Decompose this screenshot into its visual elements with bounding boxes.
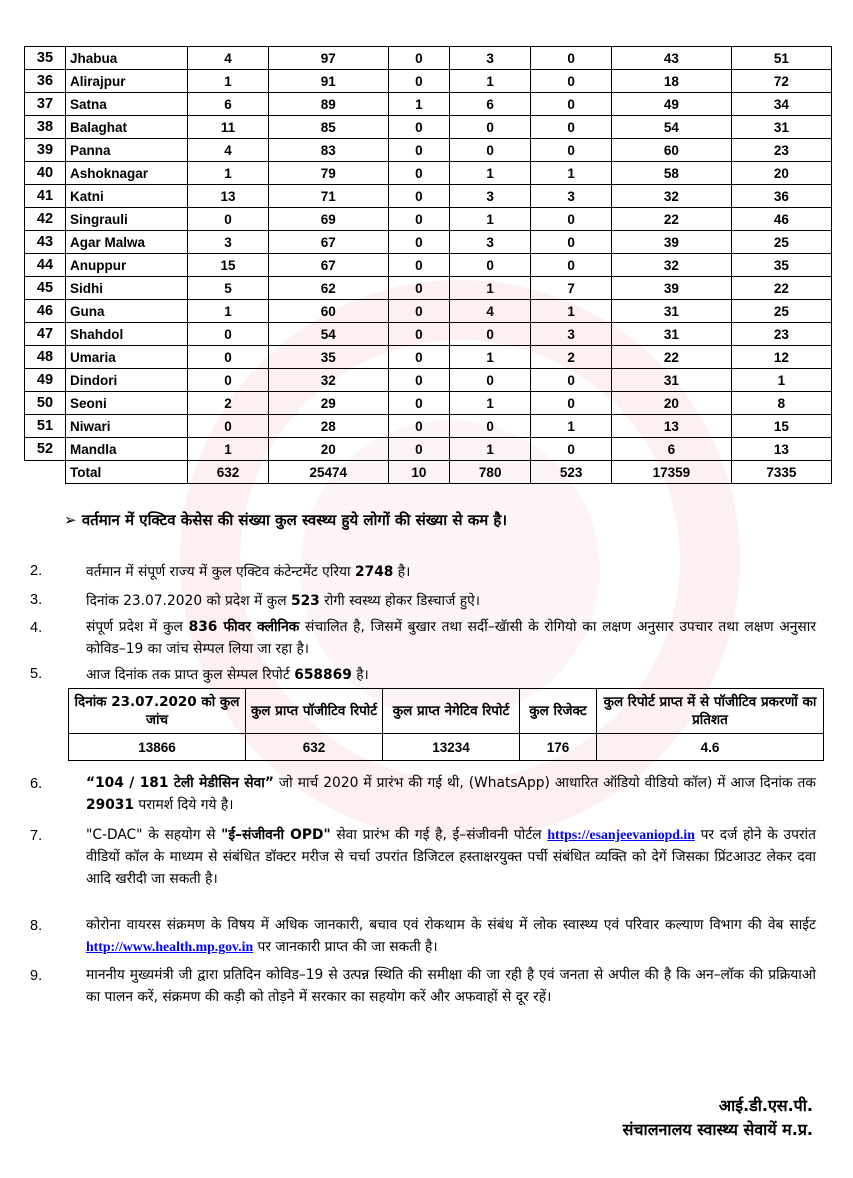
value-cell: 5 bbox=[188, 277, 269, 300]
value-cell: 0 bbox=[450, 323, 531, 346]
table-row bbox=[25, 346, 832, 369]
value-cell: 0 bbox=[531, 116, 612, 139]
district-name-cell: Dindori bbox=[66, 369, 188, 392]
value-cell: 3 bbox=[531, 323, 612, 346]
serial-cell: 49 bbox=[25, 369, 66, 392]
value-cell: 32 bbox=[268, 369, 388, 392]
value-cell: 0 bbox=[388, 231, 450, 254]
value-cell: 0 bbox=[450, 415, 531, 438]
value-cell: 20 bbox=[268, 438, 388, 461]
district-name-cell: Niwari bbox=[66, 415, 188, 438]
value-cell: 62 bbox=[268, 277, 388, 300]
summary-header: कुल प्राप्त नेगेटिव रिपोर्ट bbox=[383, 689, 520, 734]
value-cell: 35 bbox=[731, 254, 831, 277]
value-cell: 23 bbox=[731, 139, 831, 162]
value-cell: 0 bbox=[531, 208, 612, 231]
item-3-text: दिनांक 23.07.2020 को प्रदेश में कुल 523 रोगी स्वस्थ्य होकर डिस्चार्ज हुऐ। bbox=[86, 593, 480, 609]
value-cell: 3 bbox=[188, 231, 269, 254]
serial-cell: 38 bbox=[25, 116, 66, 139]
value-cell: 31 bbox=[612, 369, 732, 392]
table-row bbox=[25, 93, 832, 116]
value-cell: 523 bbox=[531, 461, 612, 484]
value-cell: 7335 bbox=[731, 461, 831, 484]
table-row bbox=[25, 369, 832, 392]
value-cell: 1 bbox=[450, 277, 531, 300]
district-name-cell: Mandla bbox=[66, 438, 188, 461]
value-cell: 60 bbox=[612, 139, 732, 162]
value-cell: 0 bbox=[188, 323, 269, 346]
serial-cell: 41 bbox=[25, 185, 66, 208]
value-cell: 32 bbox=[612, 185, 732, 208]
item-9-text: माननीय मुख्यमंत्री जी द्वारा प्रतिदिन कोविड–19 से उत्पन्न स्थिति की समीक्षा की जा रही है एवं जनता से अपील की है कि अन–लॉक की प्रक्रियाओ का पालन करें, संक्रमण की कड़ी को तोड़ने में सरकार का सहयोग करें और अफवाहों से दूर रहें। bbox=[86, 967, 816, 1005]
item-number: 9. bbox=[30, 968, 43, 984]
value-cell: 0 bbox=[531, 70, 612, 93]
value-cell: 58 bbox=[612, 162, 732, 185]
value-cell: 39 bbox=[612, 277, 732, 300]
value-cell: 0 bbox=[388, 369, 450, 392]
value-cell: 31 bbox=[612, 300, 732, 323]
value-cell: 31 bbox=[731, 116, 831, 139]
serial-cell: 46 bbox=[25, 300, 66, 323]
value-cell: 54 bbox=[268, 323, 388, 346]
signature-directorate: संचालनालय स्वास्थ्य सेवायें म.प्र. bbox=[622, 1120, 813, 1139]
value-cell: 0 bbox=[188, 369, 269, 392]
value-cell: 1 bbox=[531, 415, 612, 438]
summary-value: 176 bbox=[520, 734, 597, 761]
value-cell: 0 bbox=[388, 254, 450, 277]
table-row bbox=[25, 116, 832, 139]
value-cell: 11 bbox=[188, 116, 269, 139]
table-row bbox=[25, 70, 832, 93]
value-cell: 8 bbox=[731, 392, 831, 415]
summary-value: 632 bbox=[246, 734, 383, 761]
district-name-cell: Agar Malwa bbox=[66, 231, 188, 254]
value-cell: 632 bbox=[188, 461, 269, 484]
health-mp-link[interactable]: http://www.health.mp.gov.in bbox=[86, 939, 254, 954]
value-cell: 22 bbox=[612, 346, 732, 369]
value-cell: 69 bbox=[268, 208, 388, 231]
value-cell: 0 bbox=[388, 47, 450, 70]
value-cell: 25474 bbox=[268, 461, 388, 484]
serial-cell: 48 bbox=[25, 346, 66, 369]
serial-cell: 52 bbox=[25, 438, 66, 461]
value-cell: 1 bbox=[188, 300, 269, 323]
value-cell: 20 bbox=[612, 392, 732, 415]
district-name-cell: Katni bbox=[66, 185, 188, 208]
value-cell: 83 bbox=[268, 139, 388, 162]
value-cell: 4 bbox=[450, 300, 531, 323]
value-cell: 0 bbox=[388, 277, 450, 300]
value-cell: 0 bbox=[388, 139, 450, 162]
table-row bbox=[25, 300, 832, 323]
district-name-cell: Balaghat bbox=[66, 116, 188, 139]
value-cell: 0 bbox=[531, 231, 612, 254]
value-cell: 0 bbox=[531, 369, 612, 392]
item-number: 5. bbox=[30, 666, 43, 682]
district-name-cell: Shahdol bbox=[66, 323, 188, 346]
district-name-cell: Satna bbox=[66, 93, 188, 116]
value-cell: 2 bbox=[531, 346, 612, 369]
summary-header: कुल रिजेक्ट bbox=[520, 689, 597, 734]
value-cell: 67 bbox=[268, 254, 388, 277]
table-row bbox=[25, 438, 832, 461]
value-cell: 0 bbox=[450, 116, 531, 139]
value-cell: 36 bbox=[731, 185, 831, 208]
value-cell: 13 bbox=[612, 415, 732, 438]
value-cell: 1 bbox=[450, 438, 531, 461]
value-cell: 0 bbox=[531, 438, 612, 461]
item-4-text: संपूर्ण प्रदेश में कुल 836 फीवर क्लीनिक संचालित है, जिसमें बुखार तथा सर्दी–खॅासी के रोगियो का लक्षण अनुसार उपचार तथा लक्षण अनुसार कोविड–19 का जांच सेम्पल लिया जा रहा है। bbox=[86, 619, 816, 657]
value-cell: 0 bbox=[531, 139, 612, 162]
value-cell: 0 bbox=[388, 208, 450, 231]
value-cell: 22 bbox=[612, 208, 732, 231]
serial-cell: 39 bbox=[25, 139, 66, 162]
value-cell: 23 bbox=[731, 323, 831, 346]
value-cell: 1 bbox=[450, 208, 531, 231]
value-cell: 0 bbox=[388, 323, 450, 346]
value-cell: 3 bbox=[450, 231, 531, 254]
value-cell: 72 bbox=[731, 70, 831, 93]
value-cell: 0 bbox=[388, 346, 450, 369]
item-number: 8. bbox=[30, 918, 43, 934]
value-cell: 1 bbox=[450, 162, 531, 185]
district-name-cell: Ashoknagar bbox=[66, 162, 188, 185]
value-cell: 85 bbox=[268, 116, 388, 139]
value-cell: 1 bbox=[731, 369, 831, 392]
table-row bbox=[25, 208, 832, 231]
value-cell: 1 bbox=[188, 438, 269, 461]
serial-cell: 42 bbox=[25, 208, 66, 231]
value-cell: 0 bbox=[388, 185, 450, 208]
value-cell: 43 bbox=[612, 47, 732, 70]
value-cell: 0 bbox=[531, 93, 612, 116]
item-number: 4. bbox=[30, 620, 43, 636]
value-cell: 6 bbox=[612, 438, 732, 461]
summary-value: 4.6 bbox=[597, 734, 824, 761]
value-cell: 0 bbox=[188, 208, 269, 231]
serial-cell: 35 bbox=[25, 47, 66, 70]
value-cell: 13 bbox=[731, 438, 831, 461]
serial-cell: 50 bbox=[25, 392, 66, 415]
table-row bbox=[25, 254, 832, 277]
bullet-note-text: वर्तमान में एक्टिव केसेस की संख्या कुल स्वस्थ्य हुये लोगों की संख्या से कम है। bbox=[81, 511, 508, 529]
serial-cell: 51 bbox=[25, 415, 66, 438]
district-name-cell: Seoni bbox=[66, 392, 188, 415]
value-cell: 0 bbox=[188, 415, 269, 438]
value-cell: 1 bbox=[188, 70, 269, 93]
value-cell: 20 bbox=[731, 162, 831, 185]
table-row bbox=[25, 162, 832, 185]
serial-cell: 40 bbox=[25, 162, 66, 185]
value-cell: 1 bbox=[188, 162, 269, 185]
value-cell: 0 bbox=[388, 162, 450, 185]
value-cell: 6 bbox=[450, 93, 531, 116]
value-cell: 1 bbox=[531, 162, 612, 185]
value-cell: 71 bbox=[268, 185, 388, 208]
district-name-cell: Jhabua bbox=[66, 47, 188, 70]
value-cell: 3 bbox=[450, 47, 531, 70]
serial-cell: 37 bbox=[25, 93, 66, 116]
serial-cell: 43 bbox=[25, 231, 66, 254]
value-cell: 25 bbox=[731, 231, 831, 254]
table-row bbox=[25, 139, 832, 162]
value-cell: 0 bbox=[450, 139, 531, 162]
district-name-cell: Guna bbox=[66, 300, 188, 323]
table-row bbox=[25, 323, 832, 346]
value-cell: 1 bbox=[450, 70, 531, 93]
value-cell: 4 bbox=[188, 139, 269, 162]
value-cell: 89 bbox=[268, 93, 388, 116]
value-cell: 13 bbox=[188, 185, 269, 208]
value-cell: 0 bbox=[450, 254, 531, 277]
table-row bbox=[25, 185, 832, 208]
value-cell: 0 bbox=[388, 70, 450, 93]
value-cell: 67 bbox=[268, 231, 388, 254]
value-cell: 10 bbox=[388, 461, 450, 484]
table-row bbox=[25, 47, 832, 70]
serial-cell: 45 bbox=[25, 277, 66, 300]
item-8-text: कोरोना वायरस संक्रमण के विषय में अधिक जानकारी, बचाव एवं रोकथाम के संबंध में लोक स्वास्थ्य एवं परिवार कल्याण विभाग की वेब साईट http://www.health.mp.gov.in पर जानकारी प्राप्त की जा सकती है। bbox=[86, 917, 816, 955]
value-cell: 4 bbox=[188, 47, 269, 70]
summary-value: 13866 bbox=[69, 734, 246, 761]
value-cell: 79 bbox=[268, 162, 388, 185]
value-cell: 3 bbox=[450, 185, 531, 208]
value-cell: 17359 bbox=[612, 461, 732, 484]
district-name-cell: Anuppur bbox=[66, 254, 188, 277]
value-cell: 25 bbox=[731, 300, 831, 323]
summary-header: कुल रिपोर्ट प्राप्त में से पॉजीटिव प्रकरणों का प्रतिशत bbox=[597, 689, 824, 734]
value-cell: 1 bbox=[450, 392, 531, 415]
value-cell: 51 bbox=[731, 47, 831, 70]
value-cell: 780 bbox=[450, 461, 531, 484]
summary-table bbox=[68, 688, 824, 761]
esanjeevani-link[interactable]: https://esanjeevaniopd.in bbox=[547, 827, 695, 842]
value-cell: 0 bbox=[531, 392, 612, 415]
total-row bbox=[25, 461, 832, 484]
serial-cell bbox=[25, 461, 66, 484]
value-cell: 54 bbox=[612, 116, 732, 139]
district-name-cell: Singrauli bbox=[66, 208, 188, 231]
value-cell: 60 bbox=[268, 300, 388, 323]
value-cell: 28 bbox=[268, 415, 388, 438]
district-table bbox=[24, 46, 832, 484]
district-name-cell: Sidhi bbox=[66, 277, 188, 300]
item-number: 3. bbox=[30, 592, 43, 608]
value-cell: 7 bbox=[531, 277, 612, 300]
district-name-cell: Panna bbox=[66, 139, 188, 162]
value-cell: 0 bbox=[388, 392, 450, 415]
value-cell: 49 bbox=[612, 93, 732, 116]
item-5-text: आज दिनांक तक प्राप्त कुल सेम्पल रिपोर्ट 658869 है। bbox=[86, 667, 369, 683]
item-6-text: “104 / 181 टेली मेडीसिन सेवा” जो मार्च 2020 में प्रारंभ की गई थी, (WhatsApp) आधारित ऑडियो वीडियो कॉल) में आज दिनांक तक 29031 परामर्श दिये गये है। bbox=[86, 775, 817, 813]
bullet-note bbox=[64, 510, 507, 530]
value-cell: 2 bbox=[188, 392, 269, 415]
value-cell: 39 bbox=[612, 231, 732, 254]
item-2-text: वर्तमान में संपूर्ण राज्य में कुल एक्टिव कंटेन्टमेंट एरिया 2748 है। bbox=[86, 564, 411, 580]
summary-header: दिनांक 23.07.2020 को कुल जांच bbox=[69, 689, 246, 734]
value-cell: 0 bbox=[388, 300, 450, 323]
signature-dept: आई.डी.एस.पी. bbox=[718, 1096, 813, 1115]
district-name-cell: Alirajpur bbox=[66, 70, 188, 93]
item-number: 7. bbox=[30, 828, 43, 844]
value-cell: 97 bbox=[268, 47, 388, 70]
table-row bbox=[25, 415, 832, 438]
district-name-cell: Total bbox=[66, 461, 188, 484]
value-cell: 15 bbox=[188, 254, 269, 277]
value-cell: 0 bbox=[450, 369, 531, 392]
value-cell: 29 bbox=[268, 392, 388, 415]
value-cell: 22 bbox=[731, 277, 831, 300]
table-row bbox=[25, 392, 832, 415]
value-cell: 46 bbox=[731, 208, 831, 231]
table-row bbox=[25, 231, 832, 254]
value-cell: 6 bbox=[188, 93, 269, 116]
value-cell: 0 bbox=[388, 415, 450, 438]
summary-value: 13234 bbox=[383, 734, 520, 761]
value-cell: 1 bbox=[450, 346, 531, 369]
value-cell: 34 bbox=[731, 93, 831, 116]
serial-cell: 47 bbox=[25, 323, 66, 346]
value-cell: 0 bbox=[531, 47, 612, 70]
value-cell: 0 bbox=[388, 116, 450, 139]
value-cell: 3 bbox=[531, 185, 612, 208]
value-cell: 12 bbox=[731, 346, 831, 369]
item-number: 6. bbox=[30, 776, 43, 792]
value-cell: 0 bbox=[531, 254, 612, 277]
value-cell: 91 bbox=[268, 70, 388, 93]
value-cell: 31 bbox=[612, 323, 732, 346]
district-name-cell: Umaria bbox=[66, 346, 188, 369]
value-cell: 0 bbox=[188, 346, 269, 369]
arrow-bullet-icon: ➢ bbox=[64, 511, 77, 529]
item-7-text: "C-DAC" के सहयोग से "ई–संजीवनी OPD" सेवा प्रारंभ की गई है, ई–संजीवनी पोर्टल https://esanjeevaniopd.in पर दर्ज होने के उपरांत वीडियों कॉल के माध्यम से संबंधित डॉक्टर मरीज से चर्चा उपरांत डिजिटल हस्ताक्षरयुक्त पर्ची संबंधित व्यक्ति को देगें जिसका प्रिंटआउट लेकर दवा आदि खरीदी जा सकती है। bbox=[86, 827, 816, 887]
summary-header: कुल प्राप्त पॉजीटिव रिपोर्ट bbox=[246, 689, 383, 734]
value-cell: 1 bbox=[531, 300, 612, 323]
table-row bbox=[25, 277, 832, 300]
value-cell: 32 bbox=[612, 254, 732, 277]
serial-cell: 36 bbox=[25, 70, 66, 93]
value-cell: 0 bbox=[388, 438, 450, 461]
value-cell: 15 bbox=[731, 415, 831, 438]
value-cell: 1 bbox=[388, 93, 450, 116]
value-cell: 35 bbox=[268, 346, 388, 369]
serial-cell: 44 bbox=[25, 254, 66, 277]
value-cell: 18 bbox=[612, 70, 732, 93]
item-number: 2. bbox=[30, 563, 43, 579]
